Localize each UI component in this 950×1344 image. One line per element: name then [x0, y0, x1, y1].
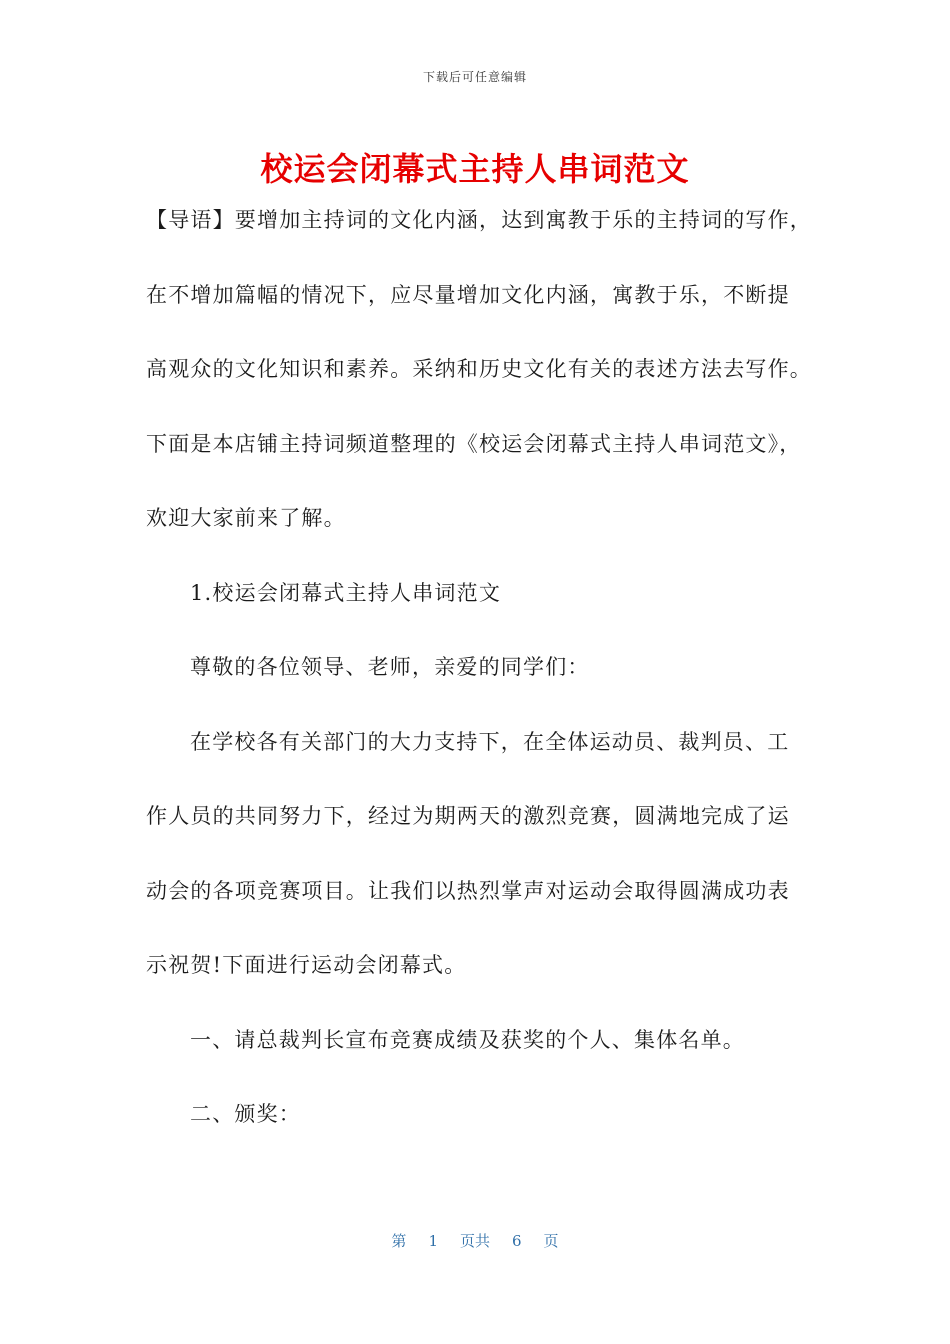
body-line: 下面是本店铺主持词频道整理的《校运会闭幕式主持人串词范文》，	[146, 431, 802, 456]
header-note: 下载后可任意编辑	[422, 70, 527, 84]
footer-page-prefix: 第	[391, 1232, 407, 1250]
document-title: 校运会闭幕式主持人串词范文	[260, 150, 690, 188]
body-line: 欢迎大家前来了解。	[146, 506, 346, 530]
footer-page-suffix: 页	[543, 1232, 559, 1250]
body-line: 作人员的共同努力下，经过为期两天的激烈竞赛，圆满地完成了运	[146, 804, 790, 828]
footer-total-pages: 6	[512, 1232, 522, 1250]
body-line: 示祝贺!下面进行运动会闭幕式。	[146, 953, 467, 977]
body-line: 在学校各有关部门的大力支持下，在全体运动员、裁判员、工	[190, 729, 790, 754]
body-line: 动会的各项竞赛项目。让我们以热烈掌声对运动会取得圆满成功表	[146, 878, 790, 903]
footer-page-mid: 页共	[459, 1232, 490, 1250]
list-item: 二、颁奖：	[190, 1102, 301, 1126]
section-heading: 1.校运会闭幕式主持人串词范文	[190, 580, 502, 605]
page-footer	[0, 1230, 950, 1251]
list-item: 一、请总裁判长宣布竞赛成绩及获奖的个人、集体名单。	[190, 1027, 745, 1052]
body-line: 高观众的文化知识和素养。采纳和历史文化有关的表述方法去写作。	[146, 357, 812, 381]
body-line: 【导语】要增加主持词的文化内涵，达到寓教于乐的主持词的写作，	[146, 208, 812, 232]
body-line: 在不增加篇幅的情况下，应尽量增加文化内涵，寓教于乐，不断提	[146, 282, 790, 307]
salutation: 尊敬的各位领导、老师，亲爱的同学们：	[190, 655, 590, 679]
document-body	[146, 198, 814, 1167]
footer-current-page: 1	[428, 1232, 438, 1250]
